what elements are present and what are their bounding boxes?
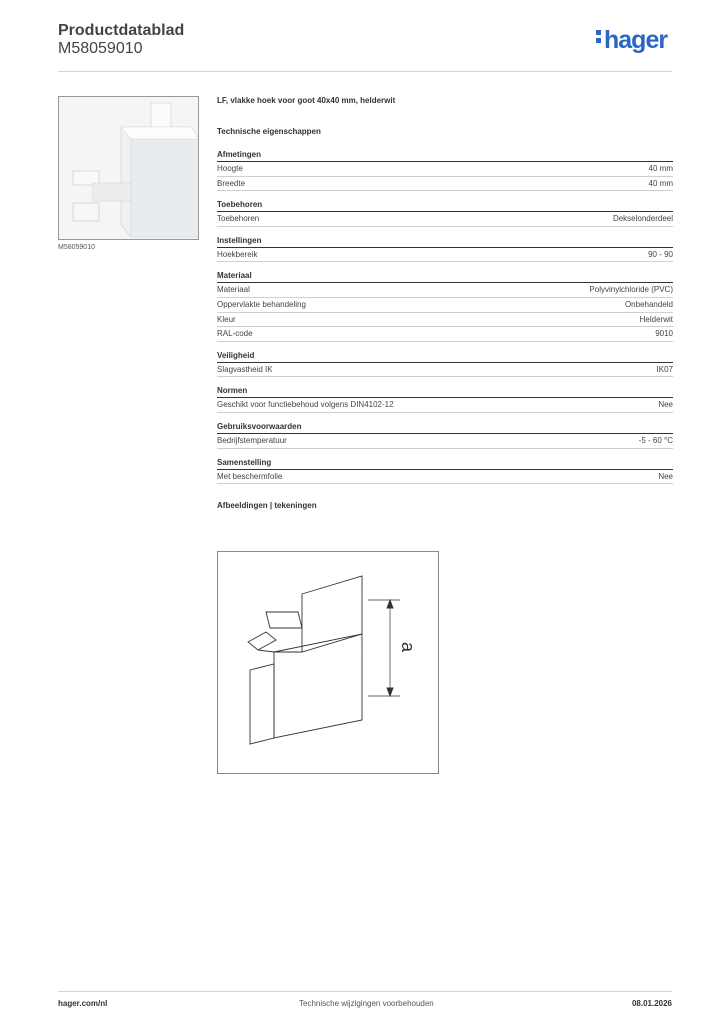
spec-label: Geschikt voor functiebehoud volgens DIN4102-12: [217, 400, 394, 410]
spec-row: [217, 327, 673, 342]
spec-label: Oppervlakte behandeling: [217, 299, 306, 309]
spec-group: [217, 200, 673, 227]
page-title: Productdatablad: [58, 22, 185, 39]
footer-disclaimer: Technische wijzigingen voorbehouden: [299, 999, 434, 1008]
spec-value: -5 - 60 °C: [638, 435, 673, 445]
technical-drawing-svg: [218, 552, 438, 773]
logo-text: hager: [604, 26, 668, 54]
spec-row: [217, 162, 673, 177]
product-description: LF, vlakke hoek voor goot 40x40 mm, helderwit: [217, 96, 396, 105]
spec-content: [217, 96, 673, 510]
spec-row: [217, 248, 673, 263]
spec-group-title: Instellingen: [217, 236, 673, 248]
spec-group: [217, 236, 673, 263]
spec-row: [217, 177, 673, 192]
spec-row: [217, 434, 673, 449]
spec-group: [217, 150, 673, 191]
spec-row: [217, 313, 673, 328]
spec-group: [217, 422, 673, 449]
spec-value: Dekselonderdeel: [612, 214, 673, 224]
spec-value: 40 mm: [648, 164, 673, 173]
spec-group: [217, 458, 673, 485]
spec-group-title: Veiligheid: [217, 351, 673, 363]
section-heading: Technische eigenschappen: [217, 127, 321, 136]
spec-value: Helderwit: [639, 314, 673, 324]
spec-label: Kleur: [217, 314, 236, 324]
spec-value: Polyvinylchloride (PVC): [589, 285, 673, 295]
spec-group-title: Normen: [217, 386, 673, 398]
images-heading: Afbeeldingen | tekeningen: [217, 501, 317, 511]
spec-group-title: Gebruiksvoorwaarden: [217, 422, 673, 434]
spec-group-title: Toebehoren: [217, 200, 673, 212]
product-photo: [58, 96, 199, 240]
footer-divider: [58, 991, 672, 992]
spec-value: Nee: [658, 400, 673, 410]
dimension-label: a: [398, 642, 418, 653]
product-code: M58059010: [58, 40, 143, 57]
spec-label: Materiaal: [217, 285, 250, 295]
spec-row: [217, 283, 673, 298]
spec-value: 40 mm: [648, 178, 673, 188]
spec-label: Hoekbereik: [217, 249, 258, 259]
logo-colon-icon: [596, 30, 601, 46]
spec-label: Breedte: [217, 178, 246, 188]
spec-label: Met beschermfolie: [217, 471, 283, 481]
spec-group-title: Samenstelling: [217, 458, 673, 470]
spec-groups: [217, 150, 673, 484]
spec-value: IK07: [656, 364, 673, 374]
spec-value: 90 - 90: [648, 249, 673, 259]
spec-row: [217, 212, 673, 227]
spec-row: [217, 363, 673, 378]
spec-group: [217, 271, 673, 341]
header-divider: [58, 71, 672, 72]
spec-label: Hoogte: [217, 164, 243, 173]
spec-value: Onbehandeld: [624, 299, 673, 309]
photo-caption: M58059010: [58, 244, 95, 251]
spec-group-title: Materiaal: [217, 271, 673, 283]
spec-value: 9010: [655, 329, 673, 339]
spec-row: [217, 398, 673, 413]
spec-row: [217, 470, 673, 485]
footer-website-link[interactable]: hager.com/nl: [58, 999, 108, 1008]
spec-row: [217, 298, 673, 313]
spec-label: RAL-code: [217, 329, 253, 339]
spec-label: Slagvastheid IK: [217, 364, 273, 374]
hager-logo: [596, 26, 667, 55]
spec-group-title: Afmetingen: [217, 150, 673, 162]
spec-label: Bedrijfstemperatuur: [217, 435, 287, 445]
spec-value: Nee: [658, 471, 673, 481]
spec-group: [217, 351, 673, 378]
spec-label: Toebehoren: [217, 214, 260, 224]
product-photo-image: [59, 97, 199, 240]
technical-drawing: [217, 551, 439, 774]
footer-date: 08.01.2026: [631, 999, 672, 1008]
spec-group: [217, 386, 673, 413]
